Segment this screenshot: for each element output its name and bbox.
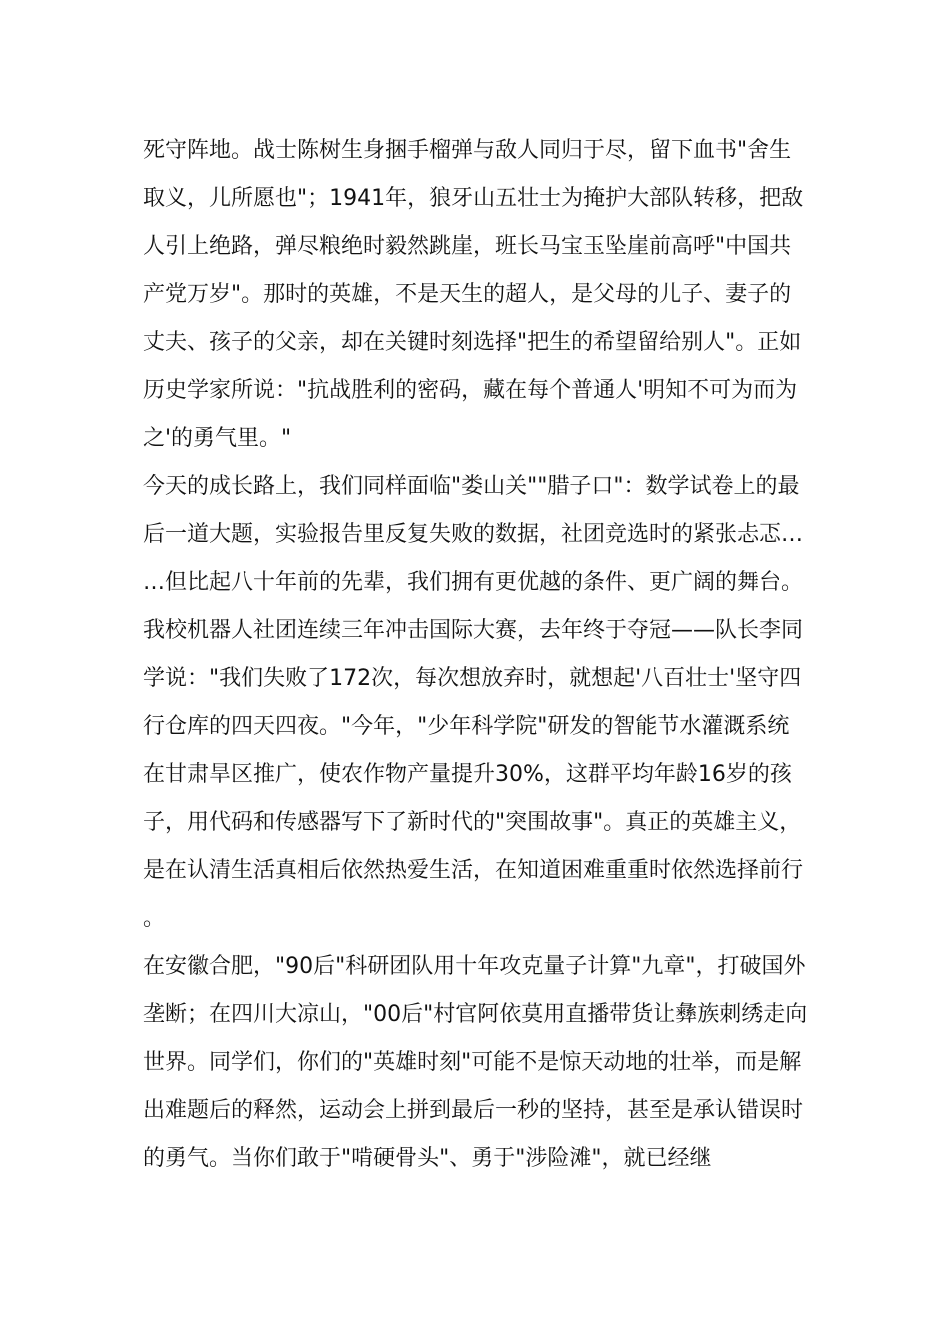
- document-body: [143, 127, 810, 1183]
- paragraph: 在安徽合肥，"90后"科研团队用十年攻克量子计算"九章"，打破国外垄断；在四川大凉山，"00后"村官阿依莫用直播带货让彝族刺绣走向世界。同学们，你们的"英雄时刻"可能不是惊天动地的壮举，而是解出难题后的释然，运动会上拼到最后一秒的坚持，甚至是承认错误时的勇气。当你们敢于"啃硬骨头"、勇于"涉险滩"，就已经继: [143, 954, 808, 1171]
- paragraph: 今天的成长路上，我们同样面临"娄山关""腊子口"：数学试卷上的最后一道大题，实验报告里反复失败的数据，社团竞选时的紧张忐忑……但比起八十年前的先辈，我们拥有更优越的条件、更广阔的舞台。我校机器人社团连续三年冲击国际大赛，去年终于夺冠——队长李同学说："我们失败了172次，每次想放弃时，就想起'八百壮士'坚守四行仓库的四天四夜。"今年，"少年科学院"研发的智能节水灌溉系统在甘肃旱区推广，使农作物产量提升30%，这群平均年龄16岁的孩子，用代码和传感器写下了新时代的"突围故事"。真正的英雄主义，是在认清生活真相后依然热爱生活，在知道困难重重时依然选择前行。: [143, 474, 804, 931]
- paragraph: 死守阵地。战士陈树生身捆手榴弹与敌人同归于尽，留下血书"舍生取义，儿所愿也"；1941年，狼牙山五壮士为掩护大部队转移，把敌人引上绝路，弹尽粮绝时毅然跳崖，班长马宝玉坠崖前高呼"中国共产党万岁"。那时的英雄，不是天生的超人，是父母的儿子、妻子的丈夫、孩子的父亲，却在关键时刻选择"把生的希望留给别人"。正如历史学家所说："抗战胜利的密码，藏在每个普通人'明知不可为而为之'的勇气里。": [143, 138, 804, 451]
